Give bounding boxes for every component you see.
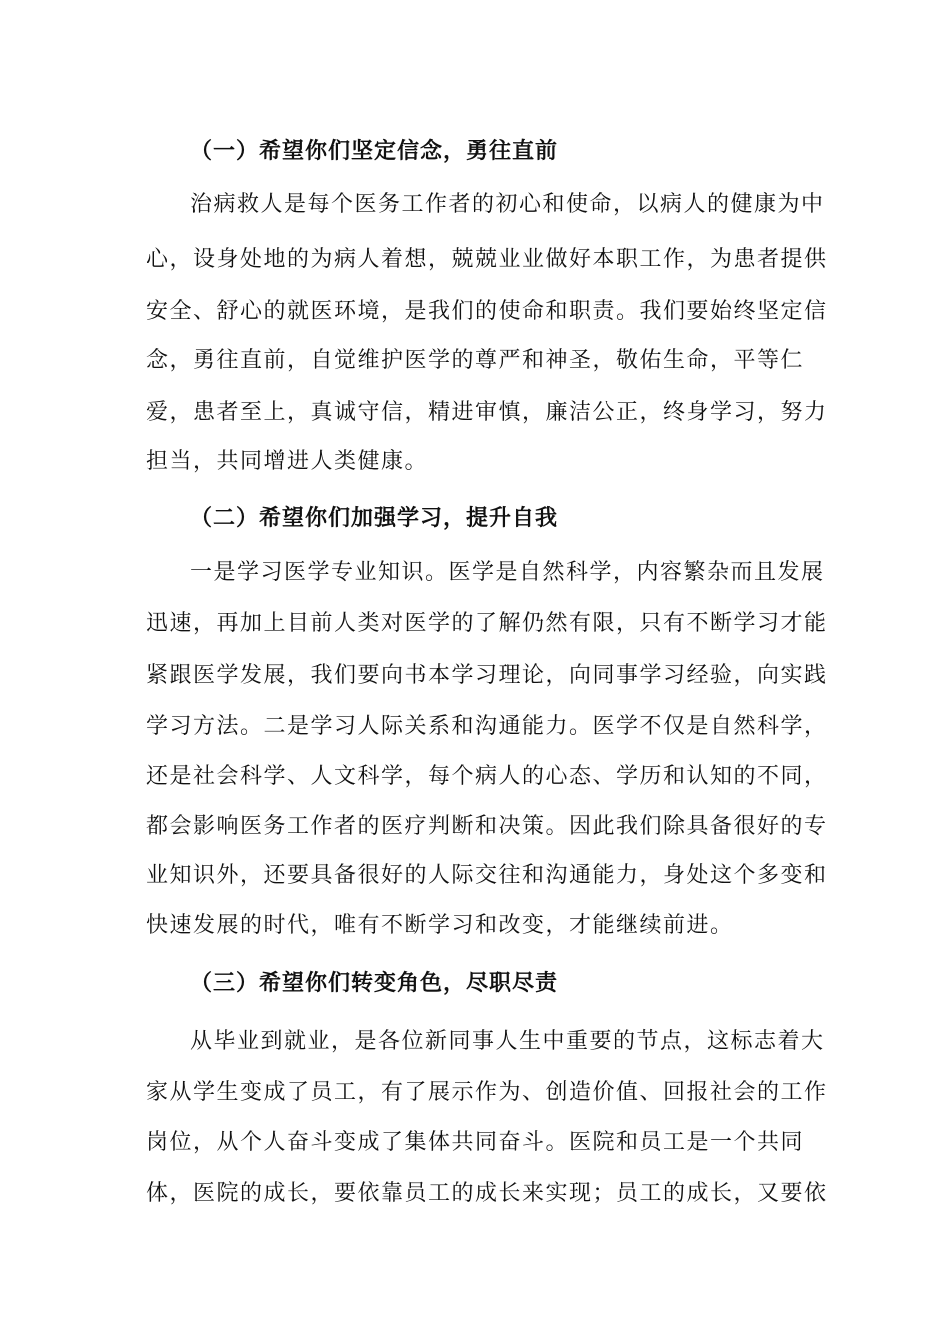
paragraph-line: 一是学习医学专业知识。医学是自然科学，内容繁杂而且发展 xyxy=(190,560,825,585)
paragraph-line: 家从学生变成了员工，有了展示作为、创造价值、回报社会的工作 xyxy=(146,1080,828,1105)
paragraph-line: 担当，共同增进人类健康。 xyxy=(146,449,429,474)
section-heading: （二）希望你们加强学习，提升自我 xyxy=(190,506,559,531)
section-heading: （三）希望你们转变角色，尽职尽责 xyxy=(190,971,559,996)
paragraph-line: 学习方法。二是学习人际关系和沟通能力。医学不仅是自然科学， xyxy=(146,714,828,739)
paragraph-line: 业知识外，还要具备很好的人际交往和沟通能力，身处这个多变和 xyxy=(146,863,828,888)
paragraph-line: 体，医院的成长，要依靠员工的成长来实现；员工的成长，又要依 xyxy=(146,1181,828,1206)
paragraph-line: 迅速，再加上目前人类对医学的了解仍然有限，只有不断学习才能 xyxy=(146,611,828,636)
paragraph-line: 心，设身处地的为病人着想，兢兢业业做好本职工作，为患者提供 xyxy=(146,247,828,272)
paragraph-line: 紧跟医学发展，我们要向书本学习理论，向同事学习经验，向实践 xyxy=(146,663,828,688)
paragraph-line: 安全、舒心的就医环境，是我们的使命和职责。我们要始终坚定信 xyxy=(146,299,828,324)
paragraph-line: 快速发展的时代，唯有不断学习和改变，才能继续前进。 xyxy=(146,913,734,938)
paragraph-line: 都会影响医务工作者的医疗判断和决策。因此我们除具备很好的专 xyxy=(146,814,828,839)
paragraph-line: 从毕业到就业，是各位新同事人生中重要的节点，这标志着大 xyxy=(190,1029,825,1054)
paragraph-line: 念，勇往直前，自觉维护医学的尊严和神圣，敬佑生命，平等仁 xyxy=(146,348,805,373)
paragraph-line: 岗位，从个人奋斗变成了集体共同奋斗。医院和员工是一个共同 xyxy=(146,1130,805,1155)
paragraph-line: 爱，患者至上，真诚守信，精进审慎，廉洁公正，终身学习，努力 xyxy=(146,400,828,425)
paragraph-line: 还是社会科学、人文科学，每个病人的心态、学历和认知的不同， xyxy=(146,764,828,789)
section-heading: （一）希望你们坚定信念，勇往直前 xyxy=(190,139,559,164)
paragraph-line: 治病救人是每个医务工作者的初心和使命，以病人的健康为中 xyxy=(190,192,825,217)
